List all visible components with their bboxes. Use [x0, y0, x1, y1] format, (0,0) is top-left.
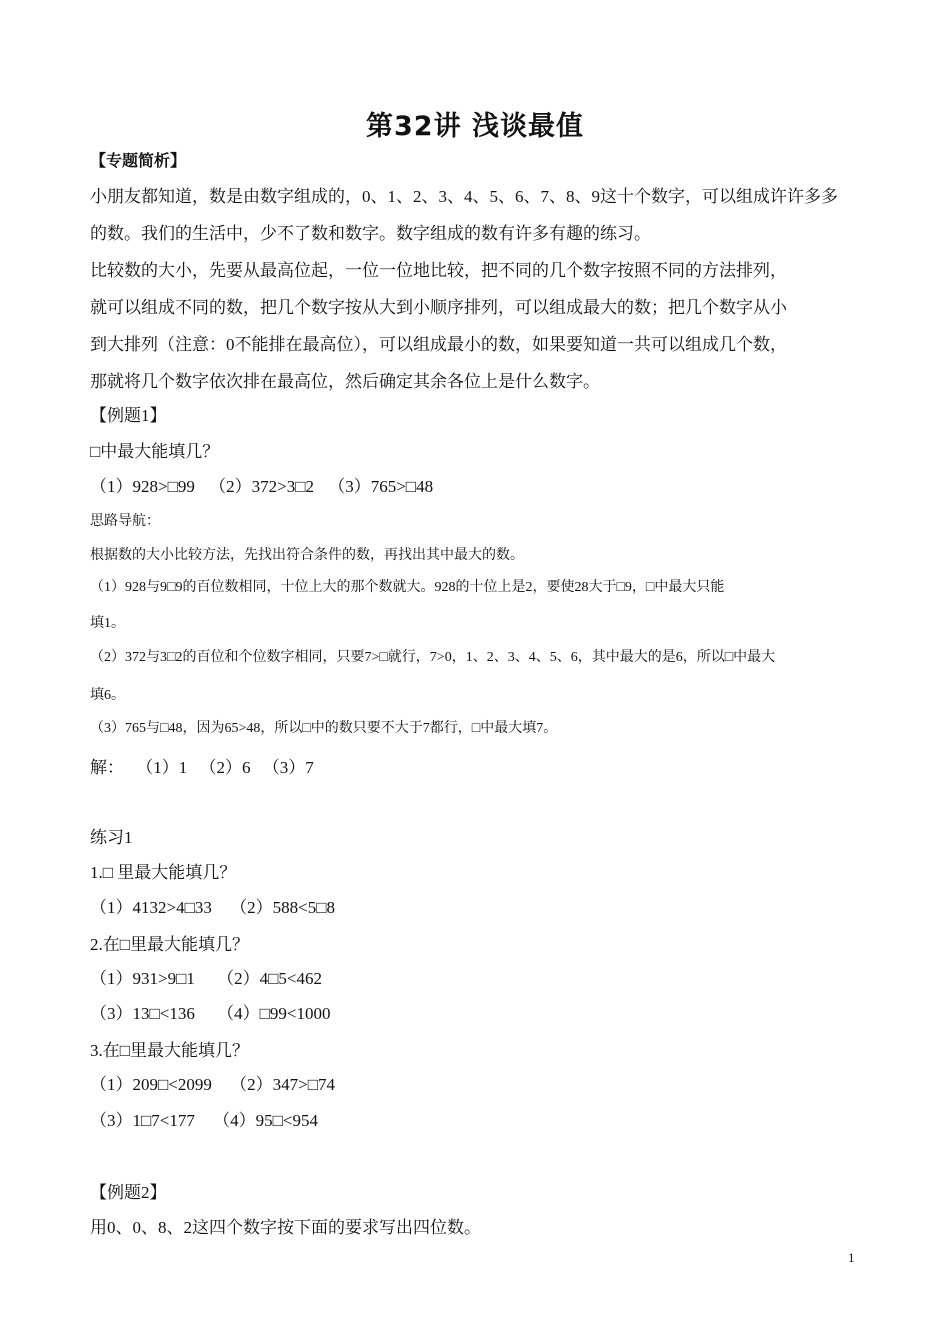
guide-line: 填6。: [90, 688, 125, 703]
intro-line: 那就将几个数字依次排在最高位，然后确定其余各位上是什么数字。: [90, 372, 600, 391]
example1-answer: 解： （1）1 （2）6 （3）7: [90, 758, 314, 777]
page-number: 1: [848, 1250, 855, 1265]
page-title: 第32讲 浅谈最值: [366, 111, 584, 142]
practice-line: 1.□ 里最大能填几？: [90, 863, 237, 882]
practice-line: 2.在□里最大能填几？: [90, 935, 250, 954]
example1-question: □中最大能填几？: [90, 442, 220, 461]
practice-line: （3）1□7<177 （4）95□<954: [90, 1111, 318, 1130]
practice-line: （3）13□<136 （4）□99<1000: [90, 1004, 331, 1023]
guide-line: （1）928与9□9的百位数相同，十位上大的那个数就大。928的十位上是2，要使28大于□9，□中最大只能: [90, 580, 725, 595]
practice-line: （1）931>9□1 （2）4□5<462: [90, 969, 322, 988]
example2-question: 用0、0、8、2这四个数字按下面的要求写出四位数。: [90, 1218, 481, 1237]
guide-line: （2）372与3□2的百位和个位数字相同，只要7>□就行，7>0，1、2、3、4、5、6，其中最大的是6，所以□中最大: [90, 650, 776, 665]
intro-line: 的数。我们的生活中，少不了数和数字。数字组成的数有许多有趣的练习。: [90, 224, 651, 243]
practice-line: （1）209□<2099 （2）347>□74: [90, 1075, 335, 1094]
practice-line: （1）4132>4□33 （2）588<5□8: [90, 898, 335, 917]
guide-heading: 思路导航：: [90, 514, 160, 529]
practice1-heading: 练习1: [90, 828, 133, 847]
intro-line: 比较数的大小，先要从最高位起，一位一位地比较，把不同的几个数字按照不同的方法排列，: [90, 261, 787, 280]
guide-line: 填1。: [90, 616, 125, 631]
guide-line: （3）765与□48，因为65>48，所以□中的数只要不大于7都行，□中最大填7。: [90, 721, 558, 736]
intro-line: 小朋友都知道，数是由数字组成的，0、1、2、3、4、5、6、7、8、9这十个数字，可以组成许许多多: [90, 187, 838, 206]
practice-line: 3.在□里最大能填几？: [90, 1041, 250, 1060]
example1-heading: 【例题1】: [90, 406, 167, 425]
example2-heading: 【例题2】: [90, 1183, 167, 1202]
intro-line: 就可以组成不同的数，把几个数字按从大到小顺序排列，可以组成最大的数；把几个数字从小: [90, 298, 787, 317]
intro-line: 到大排列（注意：0不能排在最高位），可以组成最小的数，如果要知道一共可以组成几个数，: [90, 335, 787, 354]
guide-line: 根据数的大小比较方法，先找出符合条件的数，再找出其中最大的数。: [90, 548, 524, 563]
intro-heading: 【专题简析】: [90, 151, 187, 170]
example1-items: （1）928>□99 （2）372>3□2 （3）765>□48: [90, 477, 434, 496]
